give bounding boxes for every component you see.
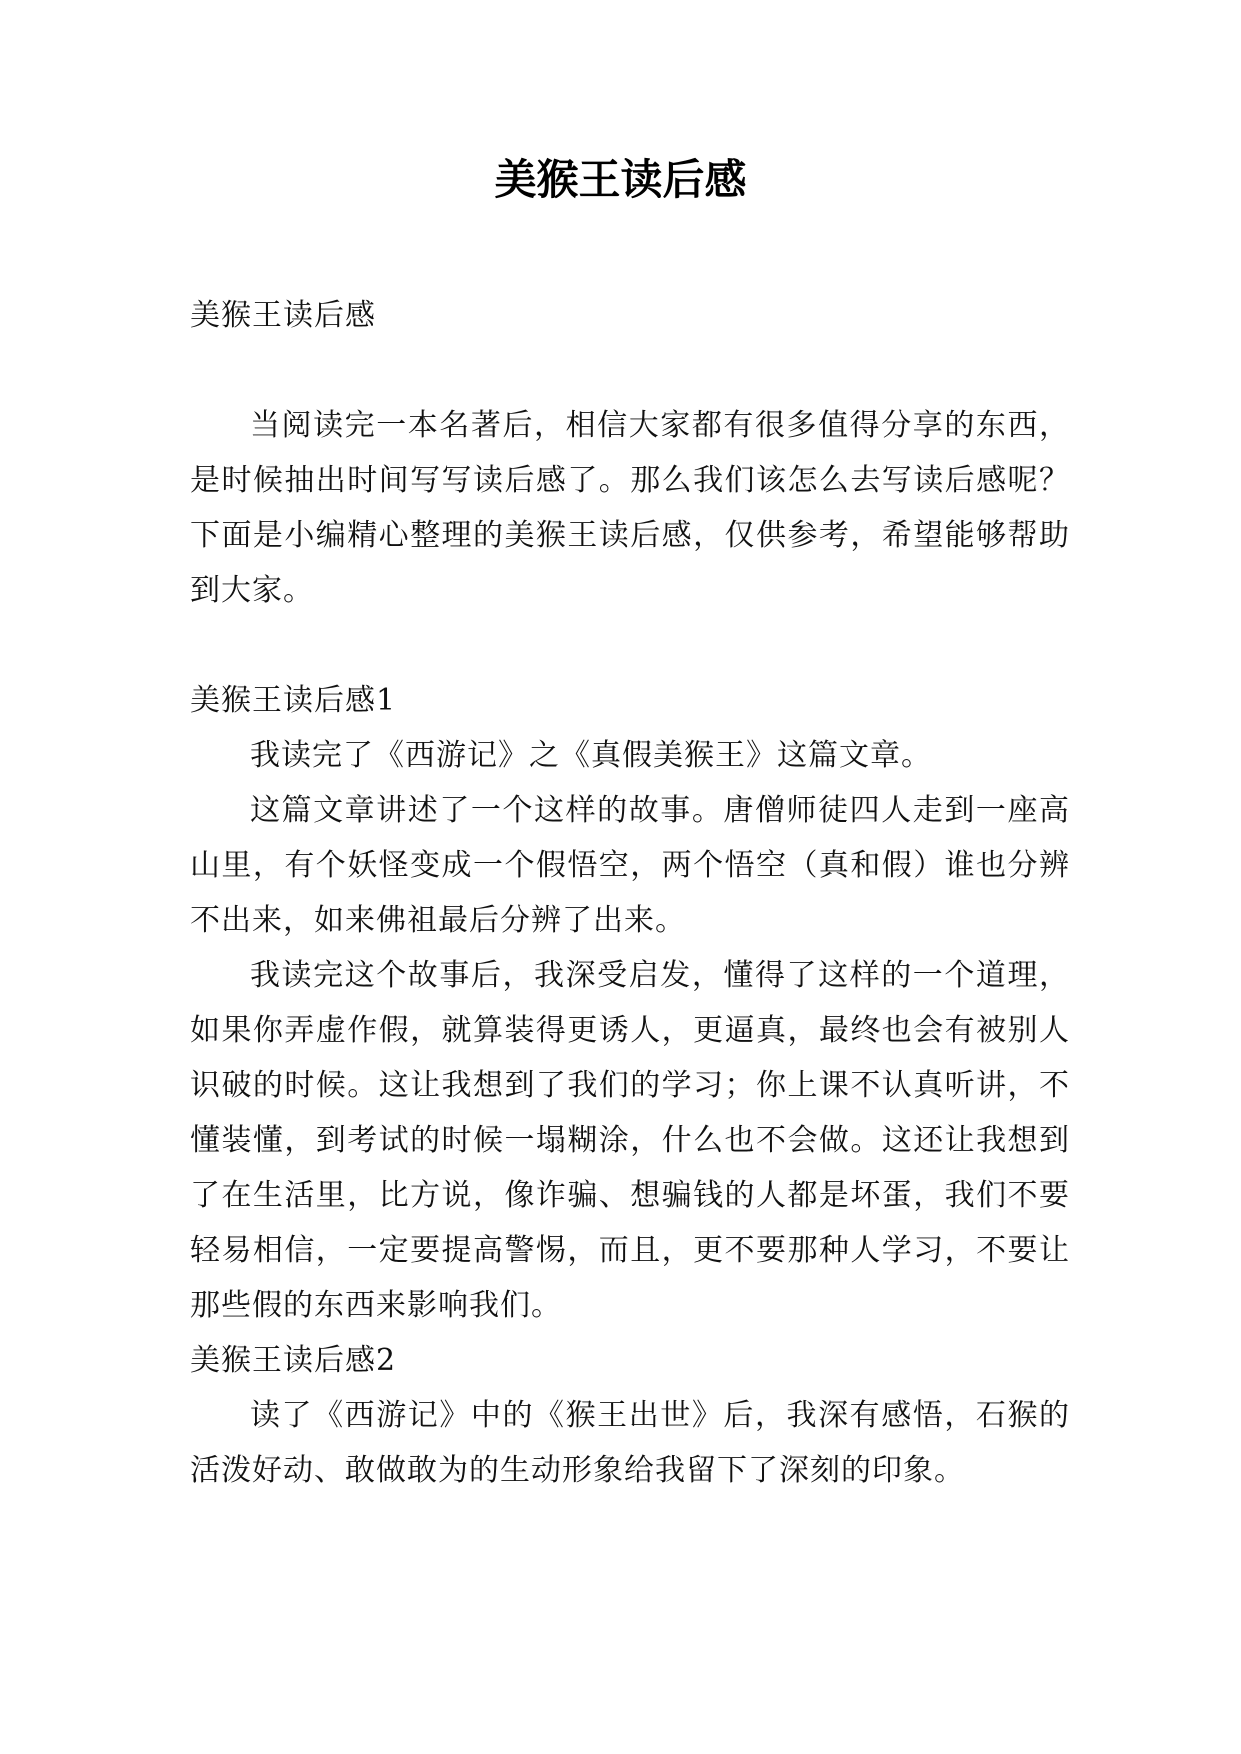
section-paragraph: 我读完了《西游记》之《真假美猴王》这篇文章。 bbox=[250, 738, 932, 773]
intro-paragraph: 当阅读完一本名著后，相信大家都有很多值得分享的东西，是时候抽出时间写写读后感了。那么我们该怎么去写读后感呢？下面是小编精心整理的美猴王读后感，仅供参考，希望能够帮助到大家。 bbox=[190, 408, 1070, 608]
spacer bbox=[190, 343, 1070, 398]
document-body bbox=[190, 288, 1070, 1498]
spacer bbox=[190, 618, 1070, 673]
section-paragraph: 这篇文章讲述了一个这样的故事。唐僧师徒四人走到一座高山里，有个妖怪变成一个假悟空，两个悟空（真和假）谁也分辨不出来，如来佛祖最后分辨了出来。 bbox=[190, 793, 1070, 938]
section-paragraph: 读了《西游记》中的《猴王出世》后，我深有感悟，石猴的活泼好动、敢做敢为的生动形象给我留下了深刻的印象。 bbox=[190, 1398, 1070, 1488]
section-2 bbox=[190, 1333, 1070, 1498]
document-subtitle: 美猴王读后感 bbox=[190, 298, 376, 333]
section-heading: 美猴王读后感2 bbox=[190, 1343, 397, 1378]
section-heading: 美猴王读后感1 bbox=[190, 683, 397, 718]
section-1 bbox=[190, 673, 1070, 1333]
section-paragraph: 我读完这个故事后，我深受启发，懂得了这样的一个道理，如果你弄虚作假，就算装得更诱人，更逼真，最终也会有被别人识破的时候。这让我想到了我们的学习；你上课不认真听讲，不懂装懂，到考试的时候一塌糊涂，什么也不会做。这还让我想到了在生活里，比方说，像诈骗、想骗钱的人都是坏蛋，我们不要轻易相信，一定要提高警惕，而且，更不要那种人学习，不要让那些假的东西来影响我们。 bbox=[190, 958, 1070, 1323]
document-title: 美猴王读后感 bbox=[494, 155, 747, 204]
